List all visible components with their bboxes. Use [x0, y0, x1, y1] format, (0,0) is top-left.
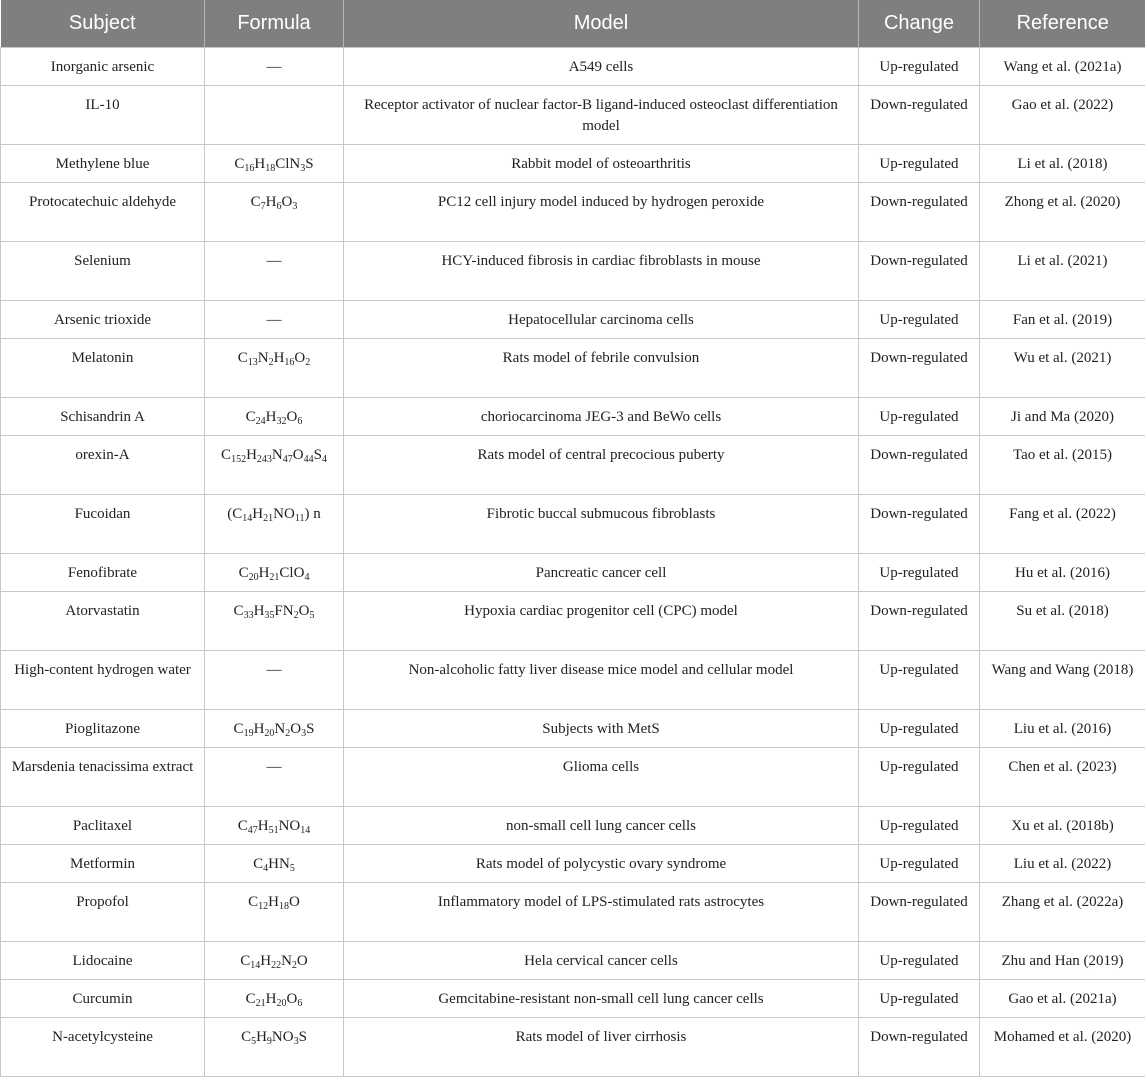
cell-reference: Hu et al. (2016) [980, 554, 1145, 592]
formula-part: H [253, 721, 265, 737]
formula-subscript: 3 [293, 1036, 299, 1047]
table-row [1, 592, 1145, 651]
formula-part: C [248, 894, 259, 910]
formula-subscript: 18 [279, 901, 289, 912]
formula-subscript: 14 [242, 513, 253, 524]
cell-change: Up-regulated [859, 748, 980, 807]
cell-model: Receptor activator of nuclear factor-B ligand-induced osteoclast differentiation model [344, 86, 859, 145]
formula-subscript: 2 [268, 357, 274, 368]
table-row [1, 495, 1145, 554]
formula-subscript: 2 [285, 728, 291, 739]
table-row [1, 710, 1145, 748]
cell-change: Down-regulated [859, 495, 980, 554]
table-row [1, 980, 1145, 1018]
formula-subscript: 6 [276, 201, 282, 212]
cell-formula [205, 301, 344, 339]
formula-subscript: 4 [263, 863, 269, 874]
table-row [1, 301, 1145, 339]
formula-part: H [268, 894, 279, 910]
cell-model: non-small cell lung cancer cells [344, 807, 859, 845]
table-row [1, 183, 1145, 242]
cell-model: Non-alcoholic fatty liver disease mice model and cellular model [344, 651, 859, 710]
table-header [1, 0, 1145, 48]
cell-subject: Atorvastatin [1, 592, 205, 651]
formula-subscript: 47 [282, 454, 293, 465]
table-row [1, 339, 1145, 398]
formula-part: C [245, 991, 256, 1007]
formula-part: — [266, 253, 282, 269]
cell-change: Up-regulated [859, 807, 980, 845]
formula-part: N [281, 953, 292, 969]
formula-part: O [292, 447, 304, 463]
formula-part: HN [268, 856, 290, 872]
formula-part: S [313, 447, 322, 463]
cell-subject: N-acetylcysteine [1, 1018, 205, 1077]
cell-formula [205, 748, 344, 807]
formula-subscript: 20 [264, 728, 275, 739]
cell-formula [205, 48, 344, 86]
cell-formula [205, 710, 344, 748]
formula-part: C [241, 1029, 252, 1045]
table-row [1, 86, 1145, 145]
formula-part: S [306, 721, 315, 737]
cell-subject: Pioglitazone [1, 710, 205, 748]
formula-subscript: 20 [248, 572, 259, 583]
table-row [1, 942, 1145, 980]
formula-part: ClO [279, 565, 305, 581]
cell-subject: Methylene blue [1, 145, 205, 183]
cell-change: Down-regulated [859, 592, 980, 651]
formula-subscript: 18 [265, 163, 276, 174]
formula-part: H [265, 194, 277, 210]
table-row [1, 807, 1145, 845]
formula-subscript: 35 [264, 610, 275, 621]
formula-subscript: 44 [303, 454, 314, 465]
formula-subscript: 6 [297, 416, 303, 427]
formula-subscript: 4 [321, 454, 327, 465]
formula-subscript: 7 [260, 201, 266, 212]
cell-reference: Wang et al. (2021a) [980, 48, 1145, 86]
formula-part: — [266, 312, 282, 328]
formula-part: — [266, 759, 282, 775]
cell-formula [205, 980, 344, 1018]
cell-subject: Fenofibrate [1, 554, 205, 592]
cell-reference: Gao et al. (2021a) [980, 980, 1145, 1018]
formula-part: O [294, 350, 306, 366]
cell-reference: Wu et al. (2021) [980, 339, 1145, 398]
formula-part: N [271, 447, 283, 463]
table-row [1, 748, 1145, 807]
cell-subject: Inorganic arsenic [1, 48, 205, 86]
formula-part: O [298, 603, 310, 619]
formula-subscript: 21 [263, 513, 274, 524]
formula-subscript: 9 [266, 1036, 272, 1047]
cell-change: Up-regulated [859, 710, 980, 748]
formula-subscript: 3 [301, 728, 307, 739]
cell-subject: Metformin [1, 845, 205, 883]
formula-part: C [237, 350, 248, 366]
formula-subscript: 2 [305, 357, 311, 368]
formula-part: H [265, 409, 277, 425]
cell-formula [205, 592, 344, 651]
formula-part: C [250, 194, 261, 210]
cell-model: Gemcitabine-resistant non-small cell lung cancer cells [344, 980, 859, 1018]
formula-part: H [254, 156, 266, 172]
formula-part: O [296, 953, 308, 969]
formula-part: C [245, 409, 256, 425]
cell-reference: Zhu and Han (2019) [980, 942, 1145, 980]
cell-model: choriocarcinoma JEG-3 and BeWo cells [344, 398, 859, 436]
formula-subscript: 16 [284, 357, 295, 368]
table-row [1, 651, 1145, 710]
cell-reference: Zhang et al. (2022a) [980, 883, 1145, 942]
formula-subscript: 243 [256, 454, 272, 465]
cell-formula [205, 183, 344, 242]
formula-part: (C [227, 506, 243, 522]
table-row [1, 845, 1145, 883]
table-row [1, 1018, 1145, 1077]
formula-part: H [246, 447, 257, 463]
cell-formula [205, 242, 344, 301]
formula-part: — [266, 662, 282, 678]
cell-change: Up-regulated [859, 301, 980, 339]
table-row [1, 242, 1145, 301]
formula-part: C [238, 565, 249, 581]
cell-model: Hepatocellular carcinoma cells [344, 301, 859, 339]
header-reference: Reference [980, 0, 1145, 48]
cell-subject: Lidocaine [1, 942, 205, 980]
formula-subscript: 152 [231, 454, 247, 465]
cell-model: Hypoxia cardiac progenitor cell (CPC) model [344, 592, 859, 651]
formula-subscript: 33 [243, 610, 254, 621]
formula-part: H [258, 565, 270, 581]
cell-reference: Su et al. (2018) [980, 592, 1145, 651]
cell-reference: Chen et al. (2023) [980, 748, 1145, 807]
cell-change: Up-regulated [859, 980, 980, 1018]
formula-subscript: 47 [247, 825, 258, 836]
cell-model: Rats model of liver cirrhosis [344, 1018, 859, 1077]
formula-subscript: 32 [276, 416, 287, 427]
cell-subject: Paclitaxel [1, 807, 205, 845]
formula-subscript: 11 [294, 513, 305, 524]
formula-subscript: 5 [251, 1036, 257, 1047]
table-row [1, 554, 1145, 592]
table-row [1, 48, 1145, 86]
cell-reference: Li et al. (2021) [980, 242, 1145, 301]
cell-reference: Liu et al. (2016) [980, 710, 1145, 748]
formula-part: H [260, 953, 272, 969]
formula-part: NO [278, 818, 301, 834]
header-model: Model [344, 0, 859, 48]
formula-subscript: 24 [255, 416, 266, 427]
formula-subscript: 13 [247, 357, 258, 368]
cell-change: Down-regulated [859, 1018, 980, 1077]
cell-subject: Curcumin [1, 980, 205, 1018]
header-subject: Subject [1, 0, 205, 48]
cell-subject: Fucoidan [1, 495, 205, 554]
header-row [1, 0, 1145, 48]
cell-formula [205, 339, 344, 398]
cell-formula [205, 145, 344, 183]
cell-change: Down-regulated [859, 883, 980, 942]
formula-part: C [233, 603, 244, 619]
cell-model: HCY-induced fibrosis in cardiac fibroblasts in mouse [344, 242, 859, 301]
cell-reference: Wang and Wang (2018) [980, 651, 1145, 710]
cell-change: Down-regulated [859, 86, 980, 145]
cell-model: Fibrotic buccal submucous fibroblasts [344, 495, 859, 554]
formula-part: H [252, 506, 264, 522]
cell-subject: Arsenic trioxide [1, 301, 205, 339]
cell-formula [205, 807, 344, 845]
cell-reference: Tao et al. (2015) [980, 436, 1145, 495]
cell-formula [205, 398, 344, 436]
cell-reference: Zhong et al. (2020) [980, 183, 1145, 242]
formula-part: H [265, 991, 277, 1007]
formula-subscript: 2 [291, 960, 297, 971]
formula-part: O [281, 194, 293, 210]
cell-change: Down-regulated [859, 183, 980, 242]
cell-reference: Liu et al. (2022) [980, 845, 1145, 883]
formula-subscript: 22 [271, 960, 282, 971]
formula-part: S [305, 156, 314, 172]
formula-subscript: 4 [304, 572, 310, 583]
formula-subscript: 3 [300, 163, 306, 174]
formula-subscript: 16 [244, 163, 255, 174]
formula-part: C [237, 818, 248, 834]
cell-formula [205, 1018, 344, 1077]
formula-subscript: 2 [293, 610, 299, 621]
cell-change: Up-regulated [859, 398, 980, 436]
formula-part: O [290, 721, 302, 737]
formula-subscript: 14 [250, 960, 261, 971]
formula-part: NO [273, 506, 295, 522]
cell-subject: High-content hydrogen water [1, 651, 205, 710]
formula-part: H [273, 350, 285, 366]
cell-reference: Fan et al. (2019) [980, 301, 1145, 339]
formula-subscript: 20 [276, 998, 287, 1009]
formula-subscript: 51 [268, 825, 279, 836]
formula-part: C [240, 953, 251, 969]
formula-subscript: 6 [297, 998, 303, 1009]
cell-subject: Marsdenia tenacissima extract [1, 748, 205, 807]
cell-change: Up-regulated [859, 554, 980, 592]
cell-formula [205, 942, 344, 980]
cell-change: Up-regulated [859, 942, 980, 980]
cell-model: Rabbit model of osteoarthritis [344, 145, 859, 183]
cell-change: Down-regulated [859, 436, 980, 495]
formula-part: NO [271, 1029, 294, 1045]
cell-formula [205, 883, 344, 942]
cell-reference: Fang et al. (2022) [980, 495, 1145, 554]
cell-change: Up-regulated [859, 48, 980, 86]
formula-part: O [286, 991, 298, 1007]
cell-subject: Protocatechuic aldehyde [1, 183, 205, 242]
formula-part: O [286, 409, 298, 425]
formula-part: — [266, 59, 282, 75]
formula-part: FN [274, 603, 294, 619]
formula-subscript: 19 [243, 728, 254, 739]
cell-change: Down-regulated [859, 339, 980, 398]
table-row [1, 398, 1145, 436]
table-row [1, 883, 1145, 942]
cell-reference: Li et al. (2018) [980, 145, 1145, 183]
formula-part: ) n [304, 506, 321, 522]
formula-subscript: 14 [300, 825, 311, 836]
cell-formula [205, 495, 344, 554]
cell-change: Up-regulated [859, 651, 980, 710]
cell-reference: Mohamed et al. (2020) [980, 1018, 1145, 1077]
cell-model: Rats model of polycystic ovary syndrome [344, 845, 859, 883]
formula-part: C [234, 156, 245, 172]
formula-part: O [289, 894, 300, 910]
formula-part: S [298, 1029, 307, 1045]
cell-formula [205, 436, 344, 495]
table-row [1, 145, 1145, 183]
cell-formula [205, 845, 344, 883]
formula-subscript: 12 [258, 901, 269, 912]
formula-subscript: 5 [309, 610, 315, 621]
cell-subject: Propofol [1, 883, 205, 942]
cell-model: Hela cervical cancer cells [344, 942, 859, 980]
cell-model: Rats model of central precocious puberty [344, 436, 859, 495]
formula-subscript: 5 [289, 863, 295, 874]
table-body [1, 48, 1145, 1077]
cell-model: Rats model of febrile convulsion [344, 339, 859, 398]
formula-part: C [233, 721, 244, 737]
cell-formula [205, 86, 344, 145]
cell-change: Up-regulated [859, 145, 980, 183]
formula-part: N [274, 721, 286, 737]
cell-change: Down-regulated [859, 242, 980, 301]
cell-change: Up-regulated [859, 845, 980, 883]
formula-part: H [256, 1029, 267, 1045]
cell-subject: Schisandrin A [1, 398, 205, 436]
cell-subject: Melatonin [1, 339, 205, 398]
header-formula: Formula [205, 0, 344, 48]
cell-formula [205, 651, 344, 710]
cell-model: Pancreatic cancer cell [344, 554, 859, 592]
cell-model: Glioma cells [344, 748, 859, 807]
formula-part: N [257, 350, 269, 366]
cell-reference: Gao et al. (2022) [980, 86, 1145, 145]
cell-model: PC12 cell injury model induced by hydrogen peroxide [344, 183, 859, 242]
cell-subject: orexin-A [1, 436, 205, 495]
cell-subject: Selenium [1, 242, 205, 301]
cell-formula [205, 554, 344, 592]
formula-subscript: 3 [292, 201, 298, 212]
formula-part: H [253, 603, 265, 619]
header-change: Change [859, 0, 980, 48]
formula-part: ClN [275, 156, 301, 172]
formula-subscript: 21 [269, 572, 280, 583]
formula-part: C [253, 856, 264, 872]
formula-subscript: 21 [255, 998, 266, 1009]
formula-part: C [221, 447, 232, 463]
table-row [1, 436, 1145, 495]
cell-reference: Xu et al. (2018b) [980, 807, 1145, 845]
cell-model: Subjects with MetS [344, 710, 859, 748]
formula-part: H [257, 818, 269, 834]
cell-reference: Ji and Ma (2020) [980, 398, 1145, 436]
cell-subject: IL-10 [1, 86, 205, 145]
cell-model: Inflammatory model of LPS-stimulated rats astrocytes [344, 883, 859, 942]
cell-model: A549 cells [344, 48, 859, 86]
